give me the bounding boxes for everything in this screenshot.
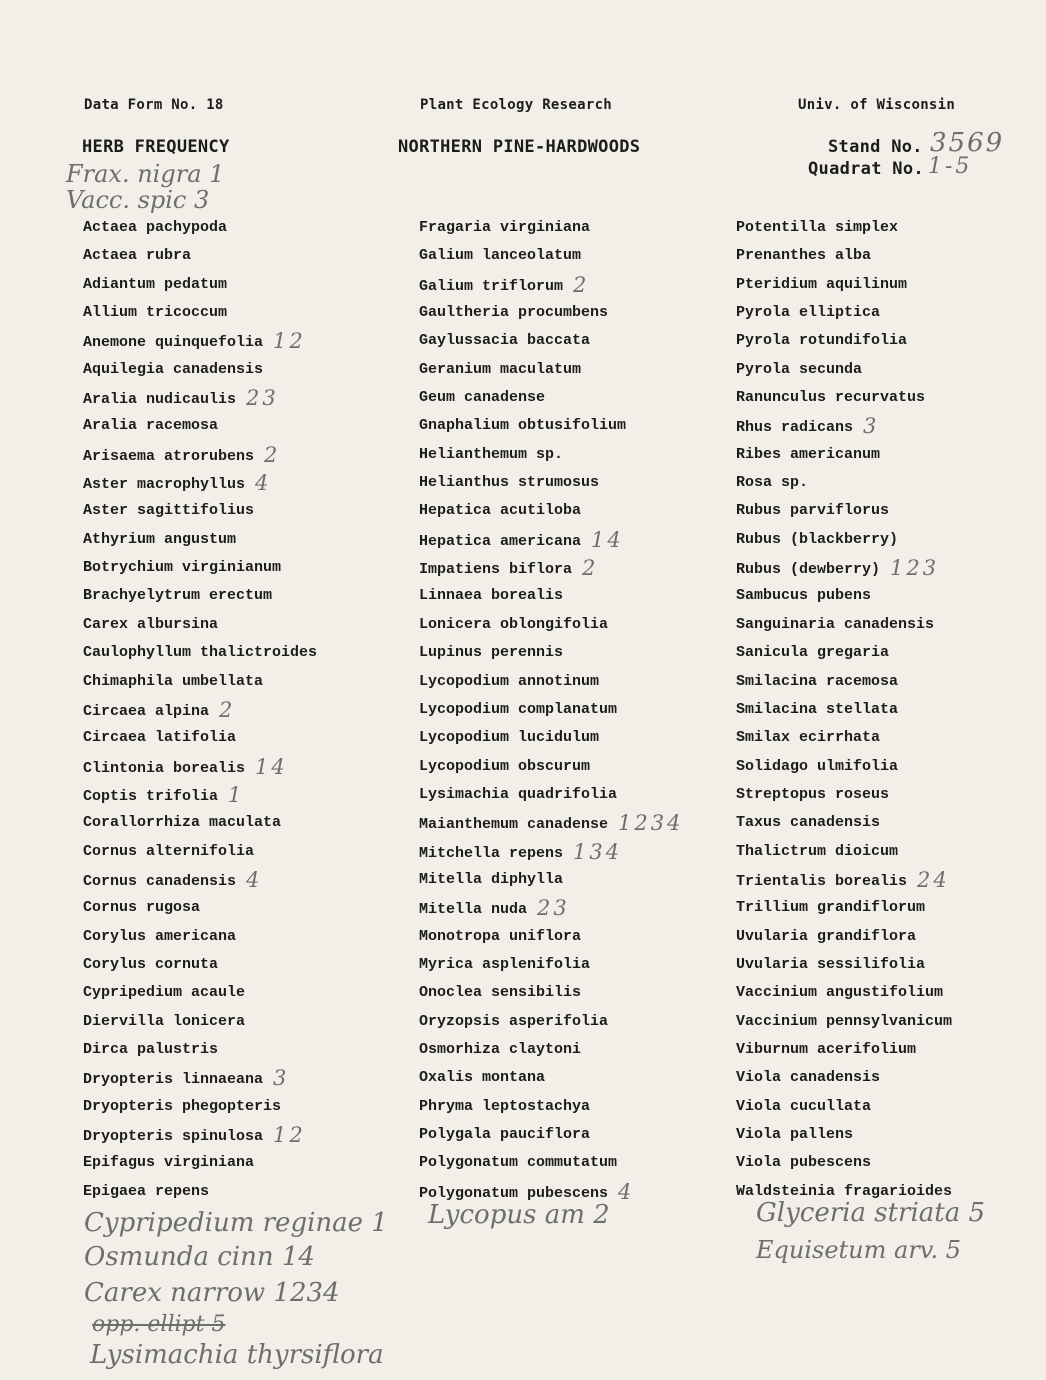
quadrat-mark: 12 <box>273 329 306 354</box>
species-row <box>83 981 317 1009</box>
species-row <box>736 1095 952 1123</box>
species-name: Lonicera oblongifolia <box>419 615 609 633</box>
species-name: Rubus (dewberry) <box>736 561 881 579</box>
species-row <box>83 783 317 811</box>
note-bottom-1: Cypripedium reginae 1 <box>84 1208 388 1238</box>
species-name: Circaea alpina <box>83 702 210 720</box>
note-top-2: Vacc. spic 3 <box>66 186 210 214</box>
species-row <box>419 755 683 783</box>
species-name: Cypripedium acaule <box>83 984 246 1002</box>
species-name: Diervilla lonicera <box>83 1012 246 1030</box>
species-name: Aster sagittifolius <box>83 502 255 520</box>
quadrat-mark: 12 <box>273 1123 306 1147</box>
quadrat-mark: 3 <box>273 1066 290 1091</box>
species-name: Polygonatum pubescens <box>419 1184 609 1202</box>
species-name: Viola pallens <box>736 1126 854 1143</box>
species-name: Pyrola elliptica <box>736 304 881 322</box>
species-row <box>419 1123 683 1151</box>
note-bottom-col3-1: Glyceria striata 5 <box>756 1198 986 1228</box>
species-row <box>83 925 317 953</box>
species-row <box>419 329 683 357</box>
species-name: Smilacina stellata <box>736 700 899 718</box>
species-row <box>419 244 683 272</box>
species-name: Rosa sp. <box>736 474 809 492</box>
species-name: Mitchella repens <box>419 844 564 862</box>
species-row <box>419 613 683 641</box>
species-name: Maianthemum canadense <box>419 816 609 834</box>
species-row <box>83 896 317 924</box>
quadrat-label: Quadrat No. <box>808 159 924 179</box>
species-row <box>419 471 683 499</box>
note-bottom-5: Lysimachia thyrsiflora <box>90 1340 384 1370</box>
species-name: Vaccinium angustifolium <box>736 984 944 1002</box>
species-row <box>419 1095 683 1123</box>
species-name: Viola canadensis <box>736 1069 881 1087</box>
species-name: Potentilla simplex <box>736 219 899 236</box>
quadrat-mark: 23 <box>537 896 570 921</box>
species-row <box>83 953 317 981</box>
species-name: Trientalis borealis <box>736 872 908 890</box>
species-name: Fragaria virginiana <box>419 219 591 236</box>
form-number: Data Form No. 18 <box>84 97 224 113</box>
species-name: Taxus canadensis <box>736 814 881 832</box>
species-name: Uvularia sessilifolia <box>736 955 926 973</box>
species-row <box>83 273 317 301</box>
species-name: Carex albursina <box>83 615 219 633</box>
species-row <box>83 244 317 272</box>
species-name: Pyrola secunda <box>736 360 863 378</box>
species-row <box>736 670 952 698</box>
species-row <box>419 499 683 527</box>
species-row <box>83 1010 317 1038</box>
species-name: Ribes americanum <box>736 445 881 463</box>
species-row <box>83 1180 317 1208</box>
species-name: Allium tricoccum <box>83 304 228 322</box>
species-row <box>736 1151 952 1179</box>
species-row <box>736 726 952 754</box>
species-name: Impatiens biflora <box>419 561 573 579</box>
species-name: Clintonia borealis <box>83 759 246 777</box>
species-row <box>736 358 952 386</box>
species-row <box>736 386 952 414</box>
species-name: Corylus americana <box>83 927 237 945</box>
species-name: Gaylussacia baccata <box>419 332 591 350</box>
species-row <box>419 953 683 981</box>
species-name: Aralia nudicaulis <box>83 391 237 409</box>
species-name: Helianthus strumosus <box>419 474 600 492</box>
species-row <box>736 925 952 953</box>
species-row <box>419 840 683 868</box>
species-name: Osmorhiza claytoni <box>419 1040 582 1058</box>
species-name: Anemone quinquefolia <box>83 334 264 352</box>
species-name: Galium triflorum <box>419 277 564 295</box>
species-row <box>419 811 683 839</box>
species-name: Rubus parviflorus <box>736 502 890 520</box>
species-name: Caulophyllum thalictroides <box>83 644 318 662</box>
species-row <box>419 273 683 301</box>
species-row <box>419 443 683 471</box>
species-name: Dryopteris spinulosa <box>83 1128 264 1145</box>
species-row <box>83 811 317 839</box>
species-name: Phryma leptostachya <box>419 1097 591 1115</box>
species-name: Sanguinaria canadensis <box>736 615 935 633</box>
species-name: Circaea latifolia <box>83 729 237 747</box>
species-row <box>736 443 952 471</box>
species-name: Cornus canadensis <box>83 872 237 890</box>
species-row <box>83 358 317 386</box>
stand-value: 3569 <box>930 128 1005 158</box>
species-row <box>419 670 683 698</box>
species-row <box>419 641 683 669</box>
quadrat-mark: 23 <box>246 386 279 411</box>
species-row <box>83 1123 317 1151</box>
species-name: Adiantum pedatum <box>83 275 228 293</box>
species-row <box>83 471 317 499</box>
species-row <box>736 301 952 329</box>
species-row <box>83 584 317 612</box>
note-bottom-4: opp. ellipt 5 <box>92 1312 226 1337</box>
species-name: Epigaea repens <box>83 1182 210 1200</box>
species-name: Chimaphila umbellata <box>83 672 264 690</box>
species-name: Myrica asplenifolia <box>419 955 591 973</box>
species-name: Pyrola rotundifolia <box>736 332 908 350</box>
species-row <box>736 783 952 811</box>
species-name: Mitella nuda <box>419 901 528 919</box>
species-name: Epifagus virginiana <box>83 1154 255 1172</box>
species-row <box>736 1038 952 1066</box>
species-name: Lycopodium annotinum <box>419 672 600 690</box>
species-row <box>736 755 952 783</box>
note-bottom-3: Carex narrow 1234 <box>84 1278 340 1308</box>
species-name: Viburnum acerifolium <box>736 1040 917 1058</box>
quadrat-mark: 2 <box>573 272 590 297</box>
species-row <box>419 1151 683 1179</box>
form-title: HERB FREQUENCY <box>82 137 230 157</box>
species-row <box>419 726 683 754</box>
quadrat-mark: 134 <box>573 839 623 864</box>
species-name: Lycopodium lucidulum <box>419 729 600 747</box>
species-name: Geum canadense <box>419 389 546 407</box>
species-name: Hepatica americana <box>419 532 582 550</box>
species-name: Aquilegia canadensis <box>83 360 264 378</box>
species-row <box>419 925 683 953</box>
species-name: Trillium grandiflorum <box>736 899 926 917</box>
species-row <box>419 386 683 414</box>
species-row <box>83 528 317 556</box>
species-name: Vaccinium pennsylvanicum <box>736 1012 953 1030</box>
quadrat-mark: 4 <box>246 867 263 892</box>
species-row <box>736 556 952 584</box>
species-row <box>419 698 683 726</box>
species-row <box>736 273 952 301</box>
species-row <box>83 329 317 357</box>
species-row <box>83 641 317 669</box>
species-name: Onoclea sensibilis <box>419 984 582 1002</box>
research-title: Plant Ecology Research <box>420 97 613 113</box>
species-row <box>83 386 317 414</box>
quadrat-mark: 2 <box>582 556 599 581</box>
species-name: Botrychium virginianum <box>83 559 282 577</box>
species-name: Polygonatum commutatum <box>419 1154 618 1172</box>
quadrat-mark: 3 <box>863 414 880 439</box>
species-column-3 <box>736 216 952 1208</box>
quadrat-mark: 14 <box>255 754 288 779</box>
species-name: Thalictrum dioicum <box>736 842 899 860</box>
species-name: Oryzopsis asperifolia <box>419 1012 609 1030</box>
species-row <box>419 896 683 924</box>
species-name: Smilacina racemosa <box>736 672 899 690</box>
species-name: Lupinus perennis <box>419 644 564 662</box>
quadrat-value: 1-5 <box>928 154 973 179</box>
species-name: Uvularia grandiflora <box>736 927 917 945</box>
quadrat-mark: 2 <box>219 697 236 722</box>
species-row <box>736 1066 952 1094</box>
species-name: Viola pubescens <box>736 1154 872 1172</box>
species-row <box>736 471 952 499</box>
species-row <box>419 868 683 896</box>
species-name: Streptopus roseus <box>736 785 890 803</box>
species-name: Mitella diphylla <box>419 870 564 888</box>
species-column-2 <box>419 216 683 1208</box>
species-name: Corylus cornuta <box>83 955 219 973</box>
species-name: Solidago ulmifolia <box>736 757 899 775</box>
species-name: Geranium maculatum <box>419 360 582 378</box>
species-name: Corallorrhiza maculata <box>83 814 282 832</box>
quadrat-mark: 14 <box>591 527 624 552</box>
species-row <box>419 1038 683 1066</box>
species-row <box>736 1010 952 1038</box>
species-name: Actaea rubra <box>83 247 192 265</box>
species-name: Brachyelytrum erectum <box>83 587 273 605</box>
species-name: Rhus radicans <box>736 419 854 437</box>
species-name: Coptis trifolia <box>83 787 219 805</box>
species-name: Prenanthes alba <box>736 247 872 265</box>
species-name: Rubus (blackberry) <box>736 530 899 548</box>
quadrat-mark: 24 <box>917 867 950 892</box>
species-row <box>83 840 317 868</box>
species-name: Oxalis montana <box>419 1069 546 1087</box>
species-name: Lysimachia quadrifolia <box>419 785 618 803</box>
species-name: Waldsteinia fragarioides <box>736 1182 953 1200</box>
species-row <box>736 896 952 924</box>
species-name: Lycopodium obscurum <box>419 757 591 775</box>
species-row <box>736 840 952 868</box>
species-name: Viola cucullata <box>736 1097 872 1115</box>
species-row <box>83 1095 317 1123</box>
species-name: Actaea pachypoda <box>83 219 228 236</box>
species-name: Aralia racemosa <box>83 417 219 435</box>
note-bottom-col2-1: Lycopus am 2 <box>428 1200 610 1230</box>
species-row <box>419 981 683 1009</box>
species-row <box>736 641 952 669</box>
quadrat-mark: 2 <box>264 442 281 467</box>
species-name: Dirca palustris <box>83 1040 219 1058</box>
species-row <box>736 811 952 839</box>
species-row <box>736 584 952 612</box>
species-name: Helianthemum sp. <box>419 445 564 463</box>
species-row <box>419 414 683 442</box>
quadrat-mark: 4 <box>618 1179 635 1204</box>
species-row <box>419 216 683 244</box>
species-name: Linnaea borealis <box>419 587 564 605</box>
species-row <box>736 613 952 641</box>
quadrat-mark: 123 <box>890 556 940 581</box>
species-name: Sambucus pubens <box>736 587 872 605</box>
university-name: Univ. of Wisconsin <box>798 97 956 113</box>
species-name: Ranunculus recurvatus <box>736 389 926 407</box>
species-row <box>83 868 317 896</box>
species-row <box>419 556 683 584</box>
species-name: Cornus alternifolia <box>83 842 255 860</box>
species-row <box>83 1151 317 1179</box>
species-name: Monotropa uniflora <box>419 927 582 945</box>
species-row <box>736 698 952 726</box>
note-bottom-2: Osmunda cinn 14 <box>84 1242 315 1272</box>
species-row <box>83 698 317 726</box>
species-row <box>736 499 952 527</box>
species-row <box>736 244 952 272</box>
species-name: Aster macrophyllus <box>83 476 246 494</box>
quadrat-mark: 1 <box>228 782 245 807</box>
species-row <box>736 414 952 442</box>
note-bottom-col3-2: Equisetum arv. 5 <box>756 1236 962 1264</box>
species-name: Sanicula gregaria <box>736 644 890 662</box>
species-row <box>419 1066 683 1094</box>
species-name: Dryopteris linnaeana <box>83 1071 264 1089</box>
form-subtitle: NORTHERN PINE-HARDWOODS <box>398 137 641 157</box>
species-name: Gaultheria procumbens <box>419 304 609 322</box>
species-row <box>83 414 317 442</box>
species-row <box>419 528 683 556</box>
species-row <box>419 1010 683 1038</box>
species-row <box>419 783 683 811</box>
species-name: Smilax ecirrhata <box>736 729 881 747</box>
species-row <box>736 868 952 896</box>
species-name: Athyrium angustum <box>83 530 237 548</box>
species-name: Lycopodium complanatum <box>419 700 618 718</box>
quadrat-mark: 4 <box>255 471 272 496</box>
species-row <box>83 670 317 698</box>
species-column-1 <box>83 216 317 1208</box>
species-name: Pteridium aquilinum <box>736 275 908 293</box>
quadrat-mark: 1234 <box>618 811 684 836</box>
species-name: Polygala pauciflora <box>419 1126 591 1143</box>
species-row <box>736 216 952 244</box>
species-row <box>83 499 317 527</box>
species-name: Hepatica acutiloba <box>419 502 582 520</box>
species-row <box>736 528 952 556</box>
species-row <box>83 613 317 641</box>
species-row <box>83 1066 317 1094</box>
species-name: Dryopteris phegopteris <box>83 1097 282 1115</box>
species-row <box>419 358 683 386</box>
species-row <box>419 584 683 612</box>
species-row <box>83 216 317 244</box>
species-row <box>83 556 317 584</box>
species-row <box>736 981 952 1009</box>
species-row <box>736 1123 952 1151</box>
species-row <box>736 953 952 981</box>
species-name: Cornus rugosa <box>83 899 201 917</box>
species-row <box>83 1038 317 1066</box>
species-row <box>83 755 317 783</box>
species-row <box>83 443 317 471</box>
species-row <box>419 301 683 329</box>
species-name: Galium lanceolatum <box>419 247 582 265</box>
note-top-1: Frax. nigra 1 <box>66 160 225 188</box>
species-row <box>83 726 317 754</box>
species-row <box>736 329 952 357</box>
species-row <box>83 301 317 329</box>
species-name: Gnaphalium obtusifolium <box>419 417 627 435</box>
species-name: Arisaema atrorubens <box>83 447 255 465</box>
stand-label: Stand No. <box>828 137 923 157</box>
